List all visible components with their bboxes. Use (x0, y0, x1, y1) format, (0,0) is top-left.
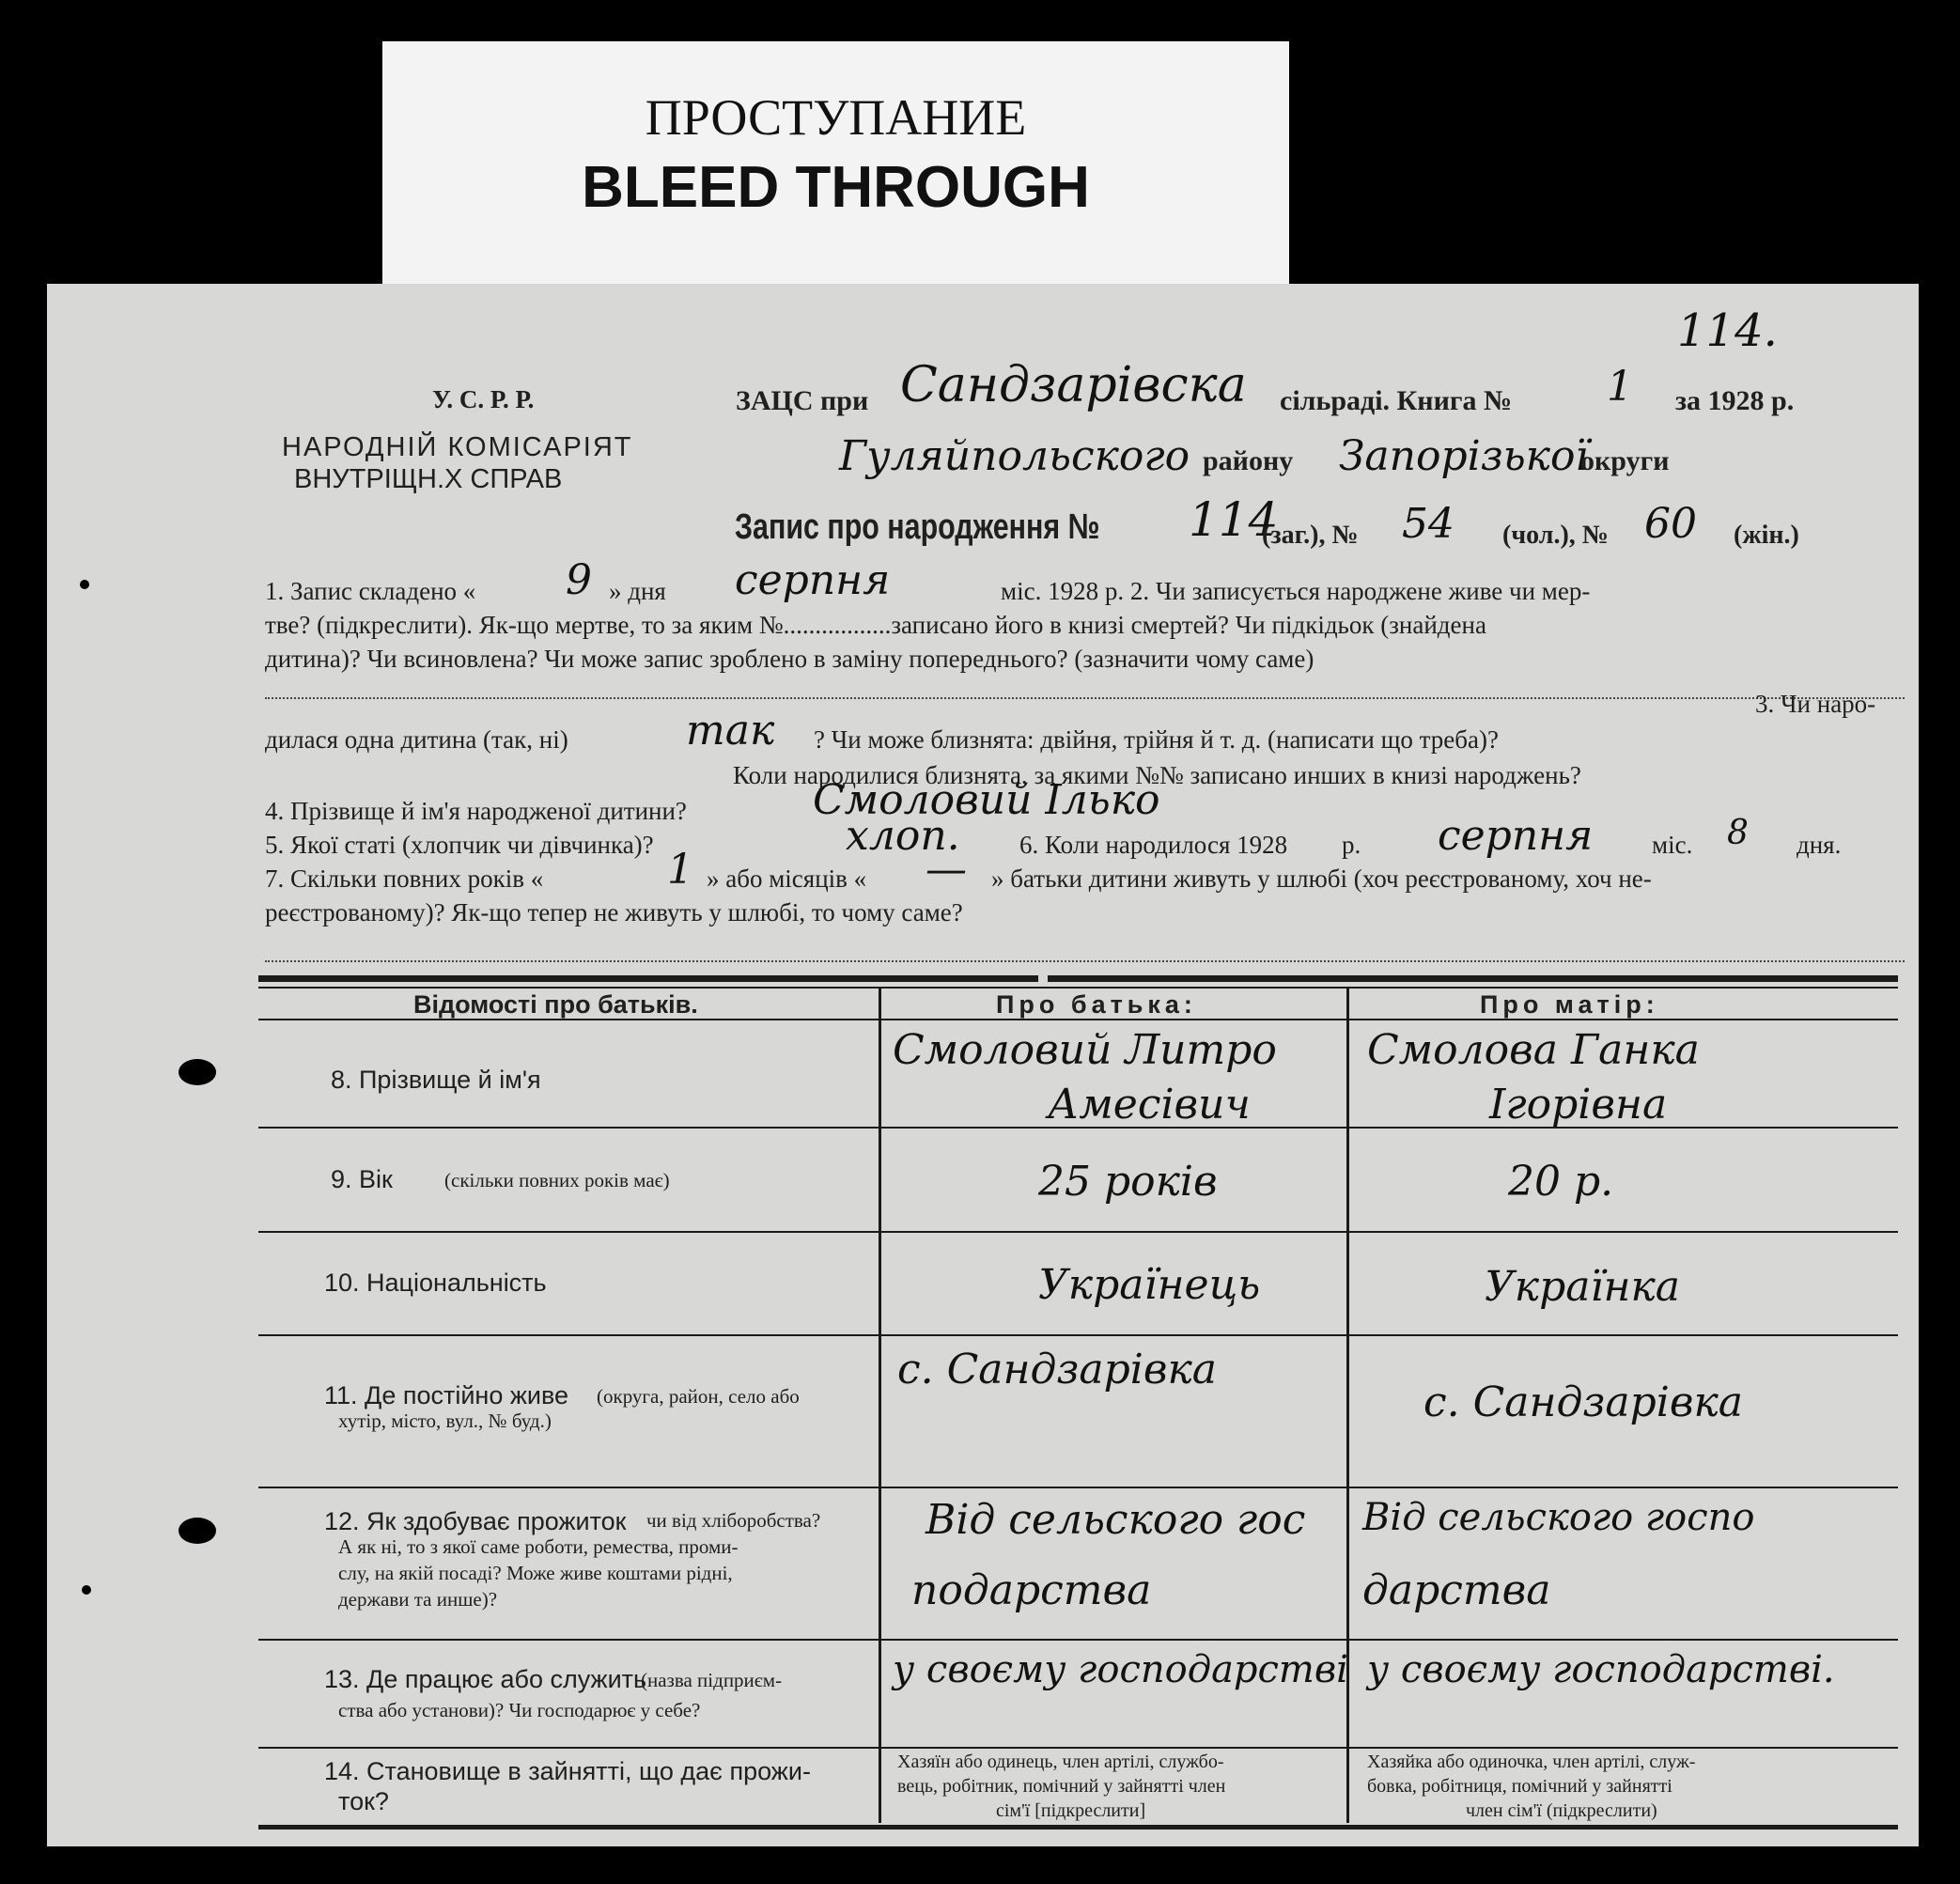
okrug-name: Запорізької (1339, 432, 1589, 480)
punch-mark (82, 1585, 91, 1595)
female-label: (жін.) (1734, 521, 1799, 550)
birth-month: серпня (1438, 812, 1594, 860)
column-divider-2 (1346, 987, 1349, 1823)
record-month: серпня (735, 556, 891, 604)
row-label-livelihood-note-4: держави та инше)? (338, 1588, 498, 1611)
line-6: Коли народилися близнята, за якими №№ записано инших в книзі народжень? (733, 761, 1581, 789)
mother-employment-2: бовка, робітниця, помічний у зайнятті (1367, 1776, 1672, 1797)
line-9-end: » батьки дитини живуть у шлюбі (хоч реєстрованому, хоч не- (991, 864, 1652, 893)
district-name: Гуляйпольского (839, 432, 1190, 480)
line-8-month-label: міс. (1652, 831, 1693, 859)
child-sex: хлоп. (846, 812, 960, 860)
father-patronymic: Амесівич (1048, 1081, 1251, 1129)
zags-prefix: ЗАЦС при (736, 385, 869, 416)
district-label: району (1203, 445, 1294, 476)
line-8-birth: 6. Коли народилося 1928 (1019, 831, 1288, 859)
table-top-rule-left (258, 975, 1038, 982)
book-number: 1 (1607, 363, 1633, 411)
mother-employment-3: член сім'ї (підкреслити) (1466, 1800, 1657, 1821)
dotted-line-2 (265, 960, 1905, 962)
mother-residence: с. Сандзарівка (1423, 1378, 1743, 1426)
row-label-workplace-note-2: ства або установи)? Чи господарює у себе? (338, 1699, 701, 1721)
row-label-age-note: (скільки повних років має) (444, 1169, 670, 1191)
header-parents-info: Відомості про батьків. (413, 990, 698, 1019)
mother-livelihood: Від сельского госпо (1362, 1496, 1755, 1539)
state-title: У. С. Р. Р. (432, 385, 535, 413)
table-bottom-rule (258, 1825, 1898, 1830)
marriage-months: — (926, 846, 967, 894)
label-russian: ПРОСТУПАНИЕ (645, 89, 1027, 146)
record-year: за 1928 р. (1675, 385, 1795, 416)
line-8-day-label: дня. (1797, 831, 1842, 859)
record-number: 114 (1189, 492, 1279, 547)
punch-mark (80, 580, 89, 589)
row-label-workplace-note-1: (назва підприєм- (641, 1669, 783, 1691)
line-1-start: 1. Запис складено « (265, 577, 476, 605)
marriage-years: 1 (667, 846, 693, 894)
row-label-livelihood: 12. Як здобуває прожиток (324, 1507, 627, 1535)
single-child-answer: так (686, 707, 775, 755)
commissariat-line-1: НАРОДНІЙ КОМІСАРІЯТ (282, 432, 633, 462)
table-header-rule (258, 987, 1898, 989)
father-employment-3: сім'ї [підкреслити] (996, 1800, 1146, 1821)
mother-name: Смолова Ганка (1367, 1026, 1700, 1074)
mother-patronymic: Ігорівна (1489, 1081, 1668, 1129)
line-3: дитина)? Чи всиновлена? Чи може запис зроблено в заміну попереднього? (зазначити чому саме) (265, 645, 1314, 673)
row-label-livelihood-note-3: слу, на якій посаді? Може живе коштами рідні, (338, 1562, 733, 1584)
document-sheet (47, 284, 1919, 1846)
row-rule-4 (258, 1487, 1898, 1488)
male-number: 60 (1644, 500, 1697, 548)
father-workplace: у своєму господарстві (893, 1648, 1348, 1691)
mother-workplace: у своєму господарстві. (1367, 1648, 1835, 1691)
line-8-sex: 5. Якої статі (хлопчик чи дівчинка)? (265, 831, 654, 859)
page-number: 114. (1677, 304, 1778, 357)
okrug-label: округи (1580, 445, 1670, 476)
row-rule-6 (258, 1747, 1898, 1749)
father-residence: с. Сандзарівка (897, 1346, 1217, 1394)
line-4: 3. Чи наро- (1755, 690, 1876, 718)
father-name: Смоловий Литро (893, 1026, 1277, 1074)
row-label-residence-note-1: (округа, район, село або (597, 1385, 800, 1408)
general-number: 54 (1402, 500, 1454, 548)
line-2: тве? (підкреслити). Як-що мертве, то за яким №.................записано його в книзі смертей? Чи підкідьок (знайдена (265, 611, 1486, 639)
row-label-employment: 14. Становище в зайнятті, що дає прожи- (324, 1757, 811, 1785)
row-label-name: 8. Прізвище й ім'я (331, 1066, 541, 1094)
header-father: Про батька: (996, 990, 1197, 1019)
dotted-line (265, 697, 1905, 699)
archive-label-card (382, 41, 1289, 286)
mother-nationality: Українка (1485, 1263, 1681, 1311)
line-1-end: міс. 1928 р. 2. Чи записується народжене живе чи мер- (1001, 577, 1591, 605)
general-number-label: (заг.), № (1262, 521, 1359, 550)
row-label-nationality: 10. Національність (324, 1269, 547, 1297)
row-rule-3 (258, 1334, 1898, 1336)
village-name: Сандзарівска (900, 357, 1247, 413)
row-rule-5 (258, 1639, 1898, 1641)
line-9-months-label: » або місяців « (707, 864, 867, 893)
mother-employment-1: Хазяйка або одиночка, член артілі, служ- (1367, 1752, 1696, 1772)
father-employment-2: вець, робітник, помічний у зайнятті член (897, 1776, 1226, 1797)
commissariat-line-2: ВНУТРІЩН.Х СПРАВ (294, 464, 563, 494)
row-label-residence: 11. Де постійно живе (324, 1381, 569, 1409)
row-label-residence-note-2: хутір, місто, вул., № буд.) (338, 1409, 552, 1432)
header-mother: Про матір: (1480, 990, 1659, 1019)
father-age: 25 років (1038, 1158, 1218, 1206)
label-english: BLEED THROUGH (582, 155, 1090, 220)
punch-hole (179, 1059, 216, 1085)
mother-livelihood-cont: дарства (1362, 1566, 1551, 1614)
table-top-rule-right (1048, 975, 1898, 982)
column-divider-1 (879, 987, 881, 1823)
father-employment-1: Хазяїн або одинець, член артілі, службо- (897, 1752, 1224, 1772)
village-suffix: сільраді. Книга № (1280, 385, 1513, 416)
line-1-day-label: » дня (609, 577, 666, 605)
row-label-employment-cont: ток? (338, 1787, 389, 1815)
birth-day: 8 (1727, 814, 1749, 852)
child-name: Смоловий Ілько (813, 776, 1160, 824)
row-label-livelihood-note-2: А як ні, то з якої саме роботи, ремества, проми- (338, 1535, 739, 1558)
line-10: реєстрованому)? Як-що тепер не живуть у шлюбі, то чому саме? (265, 898, 963, 926)
father-nationality: Українець (1038, 1261, 1261, 1309)
line-5-end: ? Чи може близнята: двійня, трійня й т. д. (написати що треба)? (814, 725, 1499, 754)
punch-hole (179, 1518, 216, 1544)
record-day: 9 (566, 556, 592, 604)
male-number-label: (чол.), № (1502, 521, 1609, 550)
mother-age: 20 р. (1508, 1158, 1614, 1206)
row-label-age: 9. Вік (331, 1165, 393, 1193)
father-livelihood: Від сельского гос (926, 1496, 1306, 1544)
line-7: 4. Прізвище й ім'я народженої дитини? (265, 797, 687, 825)
line-8-year-suffix: р. (1342, 831, 1361, 859)
father-livelihood-cont: подарства (911, 1566, 1152, 1614)
row-label-workplace: 13. Де працює або служить (324, 1665, 647, 1693)
line-9-start: 7. Скільки повних років « (265, 864, 544, 893)
line-5-start: дилася одна дитина (так, ні) (265, 725, 568, 754)
row-rule-2 (258, 1231, 1898, 1233)
row-label-livelihood-note-1: чи від хліборобства? (646, 1509, 821, 1532)
record-title: Запис про народження № (735, 507, 1100, 547)
